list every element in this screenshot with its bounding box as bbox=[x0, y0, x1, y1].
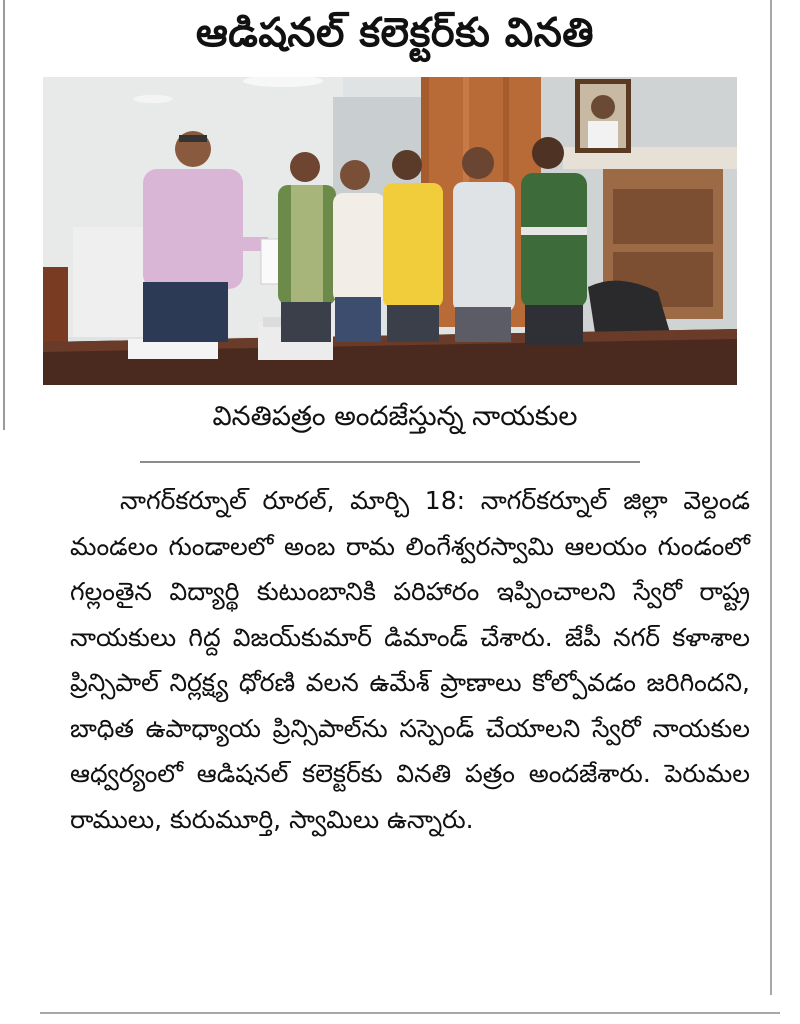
headline: ఆడిషనల్ కలెక్టర్‌కు వినతి bbox=[195, 10, 595, 56]
left-column-rule bbox=[3, 0, 5, 430]
article-paragraph: నాగర్‌కర్నూల్ రూరల్, మార్చి 18: నాగర్‌కర్నూల్ జిల్లా వెల్దండ మండలం గుండాలలో అంబ రామ లింగేశ్వరస్వామి ఆలయం గుండంలో గల్లంతైన విద్యార్థి కుటుంబానికి పరిహారం ఇప్పించాలని స్వేరో రాష్ట్ర నాయకులు గిద్ద విజయ్‌కుమార్ డిమాండ్ చేశారు. జేపీ నగర్ కళాశాల ప్రిన్సిపాల్ నిర్లక్ష్య ధోరణి వలన ఉమేశ్ ప్రాణాలు కోల్పోవడం జరిగిందని, బాధిత ఉపాధ్యాయ ప్రిన్సిపాల్‌ను సస్పెండ్ చేయాలని స్వేరో నాయకుల ఆధ్వర్యంలో ఆడిషనల్ కలెక్టర్‌కు వినతి పత్రం అందజేశారు. పెరుమల రాములు, కురుమూర్తి, స్వామిలు ఉన్నారు. bbox=[70, 486, 750, 834]
photo-caption: వినతిపత్రం అందజేస్తున్న నాయకుల bbox=[212, 401, 578, 432]
article-body bbox=[70, 478, 750, 842]
right-column-rule bbox=[770, 0, 772, 995]
caption-divider bbox=[140, 461, 640, 463]
news-photo bbox=[43, 77, 737, 385]
bottom-rule bbox=[40, 1012, 780, 1014]
